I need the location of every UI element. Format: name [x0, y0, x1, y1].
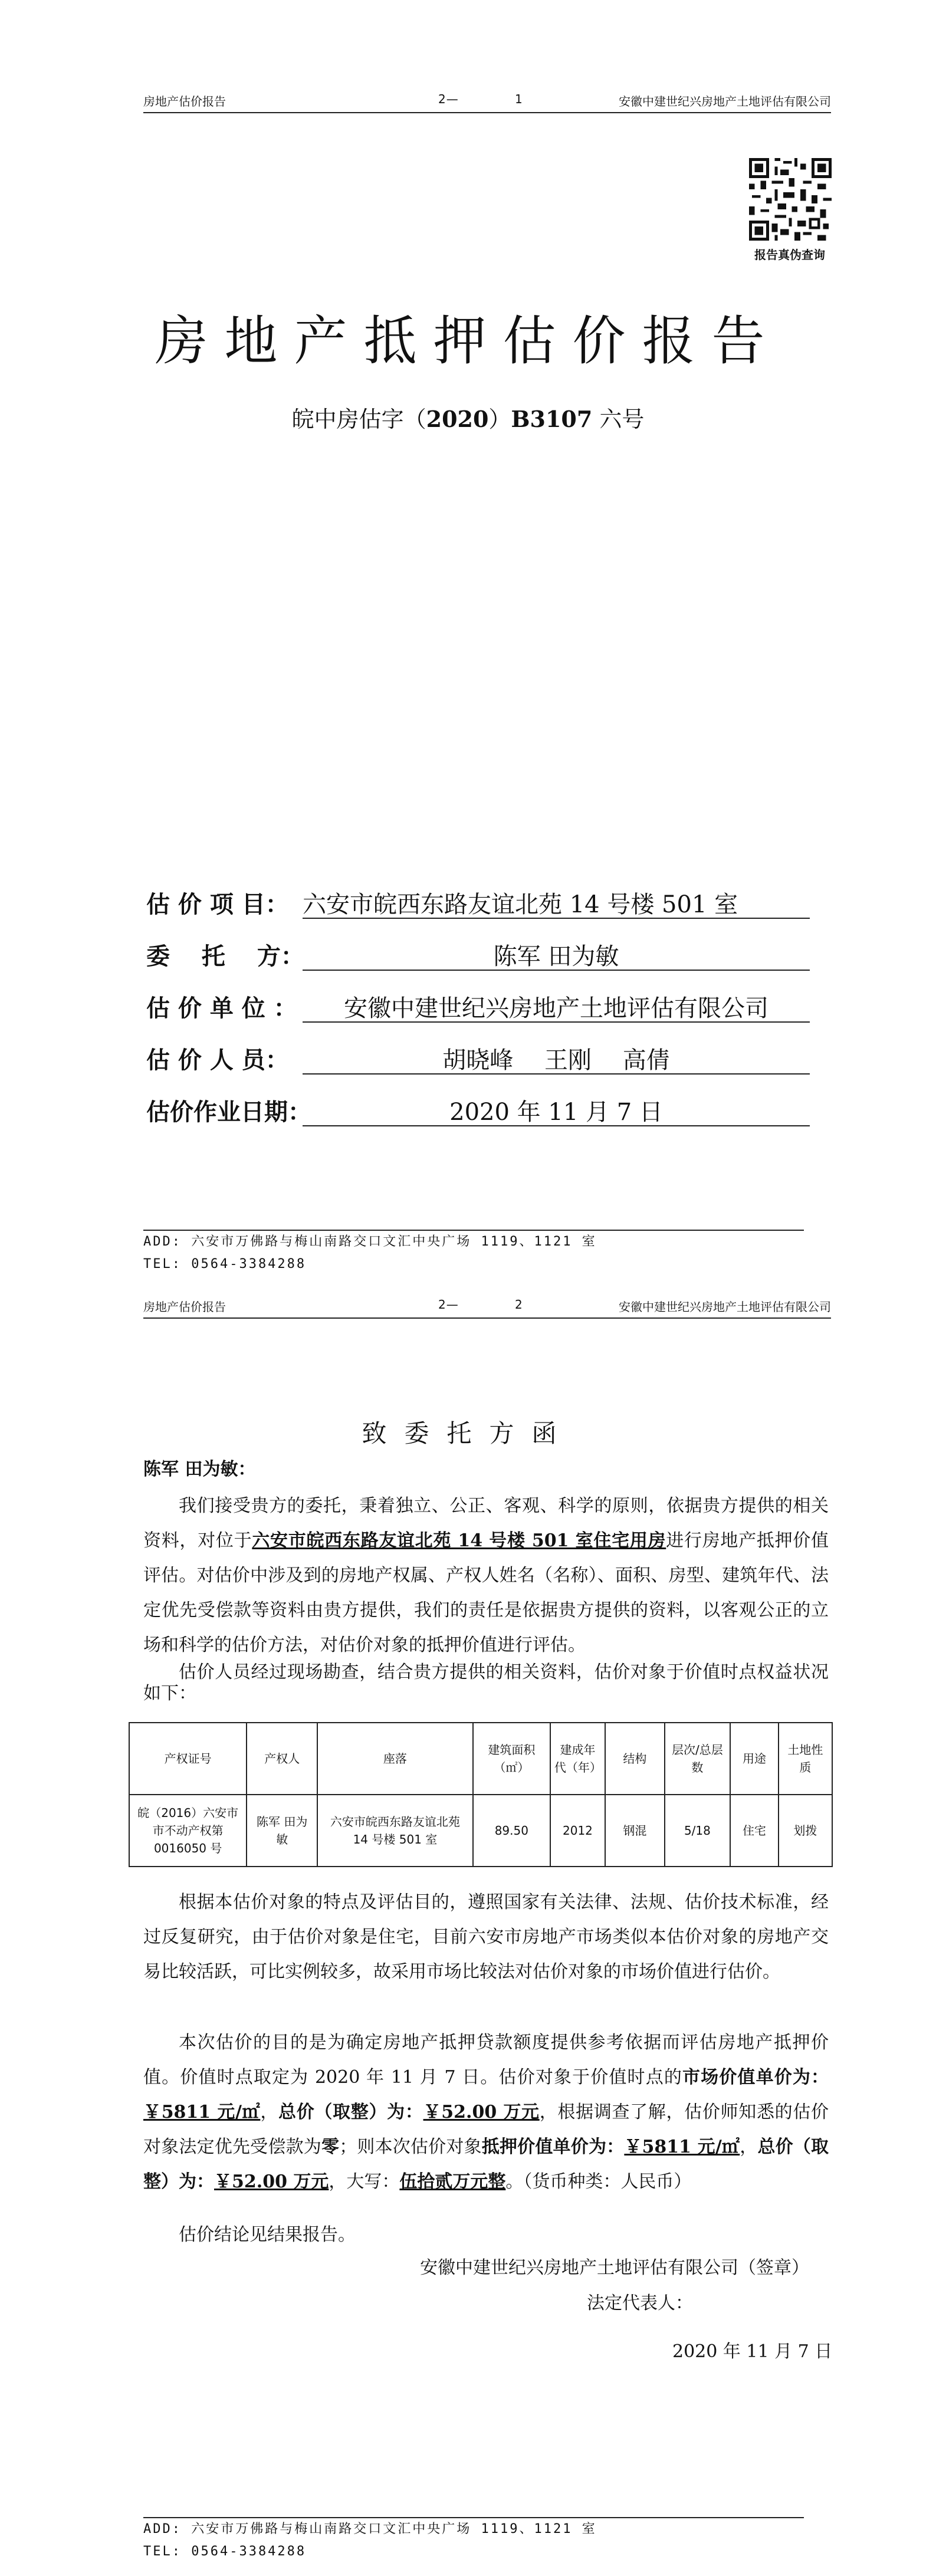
col-use: 用途	[730, 1723, 779, 1795]
col-cert-no: 产权证号	[129, 1723, 247, 1795]
footer-phone: TEL: 0564-3384288	[143, 2544, 307, 2559]
qr-caption: 报告真伪查询	[754, 248, 825, 262]
info-value: 安徽中建世纪兴房地产土地评估有限公司	[303, 990, 810, 1023]
page-header	[143, 1294, 831, 1319]
report-number-prefix: 皖中房估字（	[291, 406, 426, 432]
col-year: 建成年代（年）	[550, 1723, 605, 1795]
info-label: 估 价 项 目：	[146, 891, 289, 918]
info-row-client	[146, 938, 619, 971]
info-value: 胡晓峰 王刚 高倩	[303, 1041, 810, 1075]
p1-text-c: 进行房地产抵押价值评估。对估价中涉及到的房地产权属、产权人姓名（名称）、面积、房型、建筑年代、法定优先受偿款等资料由贵方提供，我们的责任是依据贵方提供的资料，以客观公正的立场和科学的估价方法，对估价对象的抵押价值进行评估。	[143, 1530, 829, 1655]
cell-location: 六安市皖西东路友谊北苑 14 号楼 501 室	[317, 1795, 473, 1867]
property-rights-table	[129, 1722, 833, 1867]
info-value: 陈军 田为敏	[303, 938, 810, 971]
mortgage-unit-price: ￥5811 元/㎡	[624, 2137, 740, 2157]
info-value: 六安市皖西东路友谊北苑 14 号楼 501 室	[303, 886, 810, 919]
table-row	[129, 1795, 832, 1867]
header-page-prefix: 2—	[438, 1297, 459, 1312]
priority-amount: 零	[321, 2137, 340, 2157]
footer-address: ADD: 六安市万佛路与梅山南路交口文汇中央广场 1119、1121 室	[143, 1234, 597, 1249]
header-company: 安徽中建世纪兴房地产土地评估有限公司	[619, 94, 831, 109]
header-page-prefix: 2—	[438, 92, 459, 106]
p4-sep: ，	[260, 2102, 279, 2122]
header-page-number: 1	[515, 92, 523, 106]
report-number-bracket: ）	[488, 406, 511, 432]
cell-owner: 陈军 田为敏	[247, 1795, 317, 1867]
header-page-number: 2	[515, 1297, 523, 1312]
info-label: 估价作业日期：	[146, 1098, 311, 1126]
qr-code-icon[interactable]	[749, 158, 832, 241]
mortgage-unit-label: 抵押价值单价为：	[481, 2137, 625, 2157]
header-report-name: 房地产估价报告	[143, 1300, 226, 1314]
letter-date: 2020 年 11 月 7 日	[672, 2341, 833, 2362]
letter-paragraph-4	[143, 2025, 829, 2199]
cell-area: 89.50	[473, 1795, 550, 1867]
mortgage-total-label: 总价（取整）为：	[143, 2137, 829, 2192]
letter-title: 致委托方函	[362, 1419, 574, 1448]
cell-structure: 钢混	[605, 1795, 665, 1867]
p4-text: ，根据调查了解，估价师知悉的估价对象法定优先受偿款为	[143, 2102, 829, 2157]
info-label: 估 价 人 员：	[146, 1046, 289, 1074]
header-report-name: 房地产估价报告	[143, 94, 226, 109]
p4-text: ，大写：	[329, 2171, 400, 2192]
info-row-date	[146, 1093, 663, 1127]
cell-cert-no: 皖（2016）六安市市不动产权第 0016050 号	[129, 1795, 247, 1867]
report-number-code: B3107	[511, 406, 593, 432]
col-area: 建筑面积（㎡）	[473, 1723, 550, 1795]
p4-sep: ，	[740, 2137, 758, 2157]
property-address-emphasis: 六安市皖西东路友谊北苑 14 号楼 501 室住宅用房	[252, 1530, 666, 1551]
table-header-row	[129, 1723, 832, 1795]
letter-paragraph-5: 估价结论见结果报告。	[179, 2225, 356, 2245]
cell-floor: 5/18	[665, 1795, 730, 1867]
legal-representative: 法定代表人：	[587, 2293, 693, 2314]
p4-text: ；则本次估价对象	[339, 2137, 482, 2157]
page-footer	[143, 1230, 804, 1276]
info-label: 委 托 方：	[146, 942, 304, 970]
market-unit-label: 市场价值单价为：	[682, 2067, 829, 2088]
market-unit-price: ￥5811 元/㎡	[143, 2102, 261, 2122]
letter-paragraph-2: 估价人员经过现场勘查，结合贵方提供的相关资料，估价对象于价值时点权益状况如下：	[143, 1662, 829, 1704]
col-land: 土地性质	[779, 1723, 832, 1795]
p1-text-a: 我们接受贵方的委托，秉着独立、公正、客观、科学的原则，依据贵方提供的相关资料，对位于	[143, 1496, 829, 1551]
info-row-appraisers	[146, 1041, 670, 1075]
letter-salutation: 陈军 田为敏：	[143, 1459, 256, 1480]
footer-phone: TEL: 0564-3384288	[143, 1257, 307, 1271]
cell-year: 2012	[550, 1795, 605, 1867]
info-row-firm	[146, 990, 768, 1023]
footer-address: ADD: 六安市万佛路与梅山南路交口文汇中央广场 1119、1121 室	[143, 2522, 597, 2536]
report-number-suffix: 六号	[592, 406, 645, 432]
info-value: 2020 年 11 月 7 日	[303, 1093, 810, 1126]
letter-paragraph-1	[143, 1489, 829, 1662]
col-location: 座落	[317, 1723, 473, 1795]
cell-use: 住宅	[730, 1795, 779, 1867]
mortgage-total-price: ￥52.00 万元	[214, 2171, 329, 2192]
p4-text: 。（货币种类：人民币）	[505, 2171, 692, 2192]
col-structure: 结构	[605, 1723, 665, 1795]
page-footer	[143, 2517, 804, 2563]
header-company: 安徽中建世纪兴房地产土地评估有限公司	[619, 1300, 831, 1314]
page-header	[143, 88, 831, 113]
signer-company: 安徽中建世纪兴房地产土地评估有限公司（签章）	[420, 2258, 809, 2278]
col-owner: 产权人	[247, 1723, 317, 1795]
market-total-label: 总价（取整）为：	[278, 2102, 423, 2122]
market-total-price: ￥52.00 万元	[423, 2102, 540, 2122]
report-number	[0, 401, 936, 433]
letter-paragraph-3: 根据本估价对象的特点及评估目的，遵照国家有关法律、法规、估价技术标准，经过反复研究，由于估价对象是住宅，目前六安市房地产市场类似本估价对象的房地产交易比较活跃，可比实例较多，故采用市场比较法对估价对象的市场价值进行估价。	[143, 1892, 829, 1982]
col-floor: 层次/总层数	[665, 1723, 730, 1795]
info-row-project	[146, 886, 738, 919]
p4-text: 本次估价的目的是为确定房地产抵押贷款额度提供参考依据而评估房地产抵押价值。价值时点取定为 2020 年 11 月 7 日。估价对象于价值时点的	[143, 2032, 829, 2088]
amount-in-words: 伍拾贰万元整	[399, 2171, 506, 2192]
info-label: 估 价 单 位 ：	[146, 994, 297, 1022]
report-title: 房地产抵押估价报告	[155, 310, 781, 372]
report-number-year: 2020	[426, 406, 489, 432]
cell-land: 划拨	[779, 1795, 832, 1867]
